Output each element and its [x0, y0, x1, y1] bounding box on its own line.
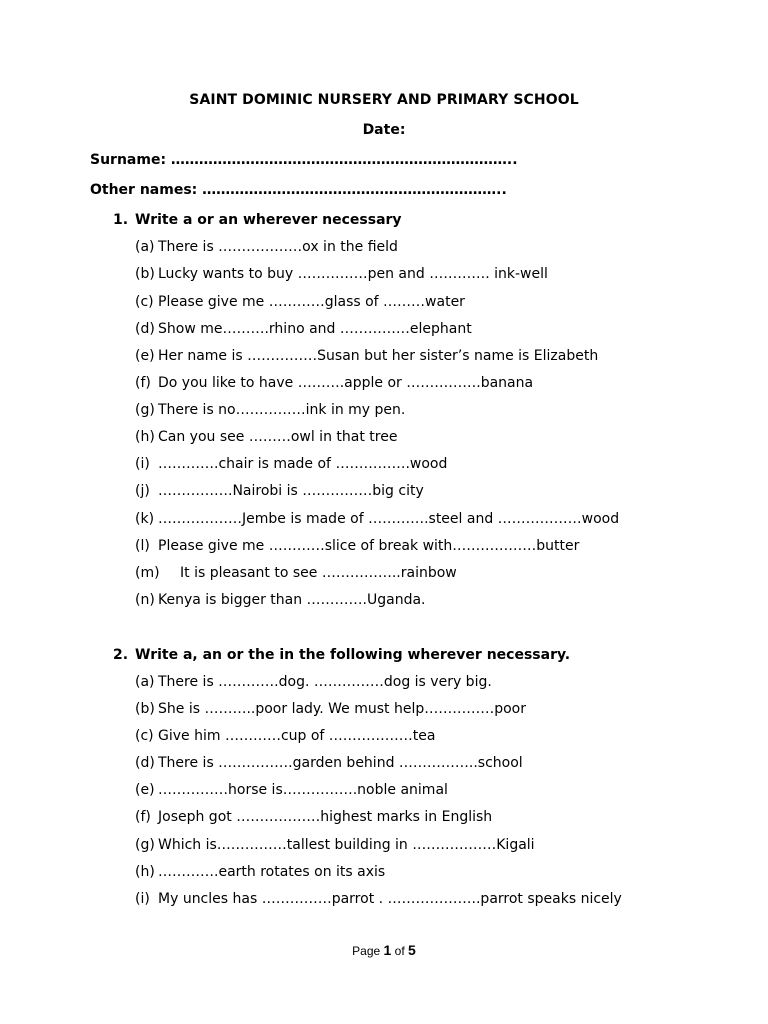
item-text: Which is……………tallest building in ………………Kigali	[158, 837, 535, 853]
section-2-item-e	[135, 782, 448, 798]
item-text: Can you see ………owl in that tree	[158, 429, 398, 445]
page-total: 5	[408, 942, 416, 958]
section-2-item-b	[135, 701, 526, 717]
item-text: She is ………..poor lady. We must help……………poor	[158, 701, 526, 717]
section-1-item-b	[135, 266, 548, 282]
item-letter: (i)	[135, 891, 150, 907]
section-1-heading-text: Write a or an wherever necessary	[135, 212, 402, 228]
section-1-item-c	[135, 294, 465, 310]
section-2-item-c	[135, 728, 435, 744]
item-letter: (b)	[135, 266, 155, 282]
item-text: Her name is ……………Susan but her sister’s name is Elizabeth	[158, 348, 599, 364]
item-text: Do you like to have ……….apple or …………….banana	[158, 375, 534, 391]
section-1-item-k	[135, 511, 619, 527]
item-letter: (g)	[135, 837, 155, 853]
section-1-item-g	[135, 402, 405, 418]
item-text: There is …………….garden behind ……………..school	[158, 755, 523, 771]
item-text: My uncles has ……………parrot . ………………..parrot speaks nicely	[158, 891, 622, 907]
item-letter: (n)	[135, 592, 155, 608]
section-2-item-i	[135, 891, 622, 907]
item-text: Give him …………cup of ………………tea	[158, 728, 436, 744]
item-text: Please give me …………slice of break with………………butter	[158, 538, 580, 554]
section-2-number: 2.	[113, 647, 129, 663]
section-1-item-n	[135, 592, 426, 608]
date-label: Date:	[362, 122, 406, 138]
item-letter: (d)	[135, 755, 155, 771]
item-letter: (k)	[135, 511, 155, 527]
school-title: SAINT DOMINIC NURSERY AND PRIMARY SCHOOL	[189, 92, 579, 108]
section-2-item-h	[135, 864, 385, 880]
item-text: Joseph got ………………highest marks in English	[158, 809, 493, 825]
section-1-item-m	[135, 565, 457, 581]
section-1-number: 1.	[113, 212, 129, 228]
item-text: ………………Jembe is made of ………….steel and ………………wood	[158, 511, 620, 527]
page-current: 1	[383, 942, 392, 958]
section-2-item-a	[135, 674, 492, 690]
item-text: It is pleasant to see ……………..rainbow	[180, 565, 457, 581]
item-text: Kenya is bigger than ………….Uganda.	[158, 592, 426, 608]
item-letter: (f)	[135, 375, 151, 391]
item-letter: (e)	[135, 782, 155, 798]
section-2-item-f	[135, 809, 492, 825]
section-1-item-i	[135, 456, 447, 472]
section-1-item-d	[135, 321, 472, 337]
item-text: …………….Nairobi is ……………big city	[158, 483, 424, 499]
item-text: There is ………….dog. ……………dog is very big.	[158, 674, 492, 690]
item-letter: (a)	[135, 239, 155, 255]
item-letter: (d)	[135, 321, 155, 337]
section-2-heading-text: Write a, an or the in the following wherever necessary.	[135, 647, 571, 663]
section-1-item-j	[135, 483, 424, 499]
item-letter: (l)	[135, 538, 150, 554]
item-letter: (a)	[135, 674, 155, 690]
page-number-footer	[0, 942, 768, 958]
item-letter: (e)	[135, 348, 155, 364]
item-letter: (h)	[135, 864, 155, 880]
other-names-line: Other names: ………………………………………………………..	[90, 182, 507, 198]
item-text: Show me……….rhino and ……………elephant	[158, 321, 472, 337]
section-1-heading	[113, 212, 402, 228]
item-text: Please give me …………glass of ………water	[158, 294, 465, 310]
section-1-item-a	[135, 239, 398, 255]
section-1-item-l	[135, 538, 579, 554]
section-1-item-e	[135, 348, 598, 364]
item-text: ………….earth rotates on its axis	[158, 864, 386, 880]
item-letter: (c)	[135, 728, 154, 744]
item-letter: (j)	[135, 483, 150, 499]
item-letter: (i)	[135, 456, 150, 472]
page-word: Page	[352, 944, 381, 958]
item-text: ……………horse is…………….noble animal	[158, 782, 448, 798]
section-2-heading	[113, 647, 570, 663]
item-text: Lucky wants to buy ……………pen and …………. ink-well	[158, 266, 548, 282]
item-text: ………….chair is made of …………….wood	[158, 456, 448, 472]
page-of: of	[394, 944, 405, 958]
item-letter: (h)	[135, 429, 155, 445]
surname-line: Surname: ………………………………………………………………..	[90, 152, 518, 168]
item-letter: (m)	[135, 565, 160, 581]
section-1-item-h	[135, 429, 397, 445]
section-2-item-d	[135, 755, 523, 771]
item-letter: (g)	[135, 402, 155, 418]
item-text: There is no……………ink in my pen.	[158, 402, 406, 418]
item-letter: (c)	[135, 294, 154, 310]
item-letter: (f)	[135, 809, 151, 825]
item-text: There is ………………ox in the field	[158, 239, 398, 255]
item-letter: (b)	[135, 701, 155, 717]
section-1-item-f	[135, 375, 533, 391]
section-2-item-g	[135, 837, 535, 853]
